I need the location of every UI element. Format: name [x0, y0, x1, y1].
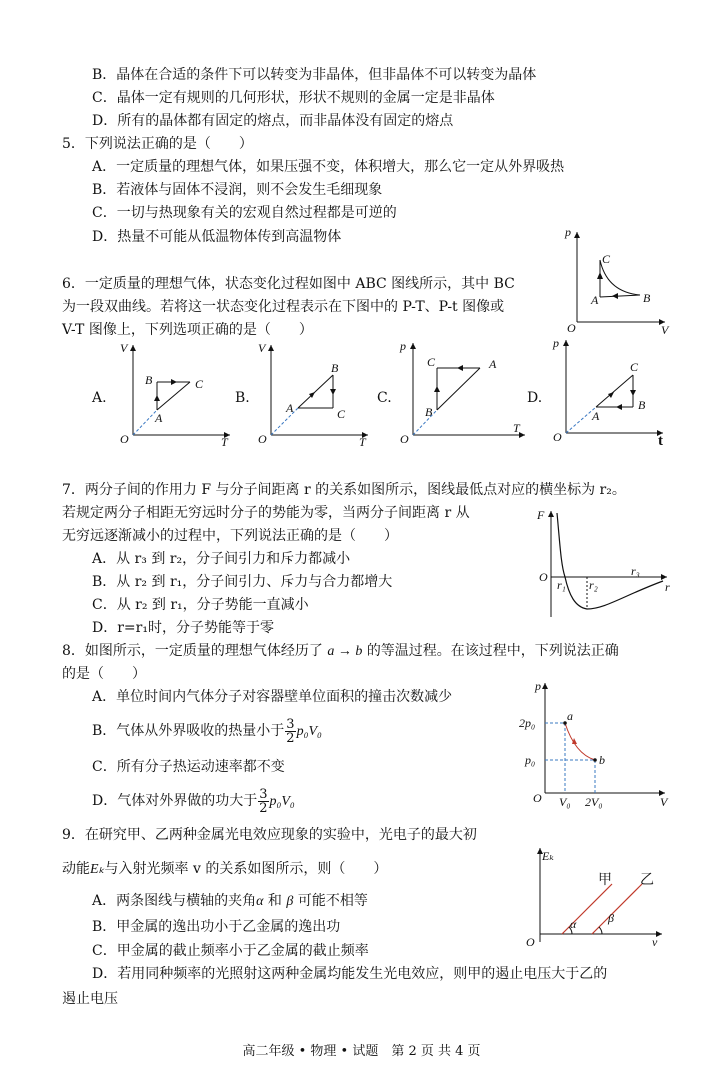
q6-option-d-graph	[548, 335, 673, 447]
q7-option-d: D．r=r₁时，分子势能等于零	[92, 620, 274, 636]
svg-text:v: v	[652, 935, 658, 949]
svg-text:V: V	[661, 323, 669, 337]
q9-option-d-1: D．若用同种频率的光照射这两种金属均能发生光电效应，则甲的遏止电压大于乙的	[92, 966, 608, 982]
q8-stem-2: 的是（ ）	[62, 666, 146, 682]
q5-stem: 5．下列说法正确的是（ ）	[62, 136, 253, 152]
svg-text:r₁: r₁	[557, 578, 566, 592]
svg-text:甲: 甲	[598, 873, 612, 888]
q7-option-b: B．从 r₂ 到 r₁，分子间引力、斥力与合力都增大	[92, 574, 393, 590]
q4-option-d: D．所有的晶体都有固定的熔点，而非晶体没有固定的熔点	[92, 113, 454, 129]
svg-text:O: O	[553, 430, 562, 444]
q8-stem-1-expr: a → b	[327, 644, 363, 659]
q7-force-graph	[535, 505, 675, 623]
q9-option-a-beta: β	[286, 894, 294, 909]
svg-text:V: V	[120, 341, 128, 355]
svg-text:T: T	[359, 435, 366, 449]
svg-text:O: O	[533, 791, 542, 805]
q6-stem-3: V-T 图像上，下列选项正确的是（ ）	[62, 322, 313, 338]
q7-option-a: A．从 r₃ 到 r₂，分子间引力和斥力都减小	[92, 551, 351, 567]
svg-text:Eₖ: Eₖ	[542, 849, 554, 863]
svg-text:O: O	[120, 432, 129, 446]
q9-option-a-mid: 和	[263, 893, 287, 909]
q8-option-d-pv: p₀V₀	[269, 794, 295, 809]
q6-option-b-label: B.	[235, 390, 250, 406]
q9-option-c: C．甲金属的截止频率小于乙金属的截止频率	[92, 943, 369, 959]
svg-text:r₃: r₃	[631, 564, 640, 578]
q9-ek-graph	[522, 842, 672, 954]
q8-option-b-fraction: $\frac{3}{2}$	[286, 716, 295, 746]
svg-text:p₀: p₀	[525, 753, 536, 767]
svg-text:B: B	[425, 405, 433, 419]
q6-option-b-graph	[253, 340, 373, 450]
svg-text:a: a	[567, 709, 573, 723]
svg-text:V: V	[258, 341, 266, 355]
q8-option-b-pv: p₀V₀	[296, 724, 322, 739]
svg-text:p: p	[553, 336, 559, 350]
q8-stem-1	[62, 642, 619, 661]
svg-text:2V₀: 2V₀	[585, 795, 603, 809]
q8-option-c: C．所有分子热运动速率都不变	[92, 759, 285, 775]
svg-text:b: b	[599, 753, 605, 767]
svg-text:乙: 乙	[640, 873, 654, 888]
svg-text:C: C	[630, 360, 639, 374]
svg-text:F: F	[537, 508, 545, 522]
svg-text:A: A	[591, 293, 599, 307]
q6-option-d-label: D.	[527, 390, 543, 406]
svg-text:r₂: r₂	[589, 578, 598, 592]
svg-text:p: p	[565, 225, 571, 239]
q7-stem-2: 若规定两分子相距无穷远时分子的势能为零，当两分子间距离 r 从	[62, 505, 470, 521]
svg-text:α: α	[570, 917, 577, 931]
q8-stem-1-pre: 8．如图所示，一定质量的理想气体经历了	[62, 643, 323, 659]
q7-stem-3: 无穷远逐渐减小的过程中，下列说法正确的是（ ）	[62, 528, 398, 544]
q5-option-d: D．热量不可能从低温物体传到高温物体	[92, 229, 342, 245]
q8-pv-graph	[515, 678, 675, 813]
svg-text:C: C	[602, 252, 611, 266]
q6-option-c-graph	[395, 338, 530, 448]
q4-option-b: B．晶体在合适的条件下可以转变为非晶体，但非晶体不可以转变为晶体	[92, 67, 537, 83]
svg-text:p: p	[400, 339, 406, 353]
q9-option-b: B．甲金属的逸出功小于乙金属的逸出功	[92, 919, 341, 935]
svg-text:T: T	[513, 421, 520, 435]
svg-text:A: A	[155, 411, 163, 425]
svg-text:B: B	[145, 373, 153, 387]
q9-option-a-pre: A．两条图线与横轴的夹角	[92, 893, 257, 909]
q8-option-d-text: D．气体对外界做的功大于	[92, 793, 258, 809]
svg-text:C: C	[427, 355, 436, 369]
svg-text:r: r	[665, 580, 670, 594]
q8-option-d-fraction: $\frac{3}{2}$	[259, 786, 268, 816]
q5-option-a: A．一定质量的理想气体，如果压强不变，体积增大，那么它一定从外界吸热	[92, 159, 565, 175]
svg-text:O: O	[526, 935, 535, 949]
q9-stem-2	[62, 860, 387, 879]
svg-text:C: C	[195, 377, 204, 391]
svg-text:A: A	[592, 409, 600, 423]
q9-option-a-post: 可能不相等	[293, 893, 368, 909]
q9-stem-2-post: 与入射光频率 v 的关系如图所示，则（ ）	[104, 861, 388, 877]
svg-text:2p₀: 2p₀	[519, 716, 536, 730]
q6-stem-2: 为一段双曲线。若将这一状态变化过程表示在下图中的 P-T、P-t 图像或	[62, 299, 505, 315]
q6-option-c-label: C.	[377, 390, 392, 406]
q8-option-a: A．单位时间内气体分子对容器壁单位面积的撞击次数减少	[92, 689, 453, 705]
svg-text:B: B	[638, 398, 646, 412]
q8-option-b	[92, 716, 322, 747]
svg-text:V₀: V₀	[559, 795, 571, 809]
q5-option-c: C．一切与热现象有关的宏观自然过程都是可逆的	[92, 205, 397, 221]
svg-text:t: t	[658, 433, 663, 447]
svg-text:B: B	[331, 361, 339, 375]
svg-text:V: V	[660, 795, 668, 809]
q6-option-a-label: A.	[92, 390, 107, 406]
svg-text:O: O	[539, 570, 548, 584]
q6-option-a-graph	[115, 340, 235, 450]
q5-option-b: B．若液体与固体不浸润，则不会发生毛细现象	[92, 182, 383, 198]
q8-option-b-text: B．气体从外界吸收的热量小于	[92, 723, 285, 739]
svg-text:T: T	[221, 435, 228, 449]
q7-option-c: C．从 r₂ 到 r₁，分子势能一直减小	[92, 597, 309, 613]
svg-text:A: A	[286, 401, 294, 415]
page-footer: 高二年级 • 物理 • 试题 第 2 页 共 4 页	[242, 1044, 481, 1059]
svg-text:C: C	[337, 407, 346, 421]
svg-text:β: β	[608, 911, 614, 925]
svg-text:O: O	[567, 321, 576, 335]
q8-option-d	[92, 786, 295, 817]
svg-text:p: p	[535, 679, 541, 693]
q8-stem-1-post: 的等温过程。在该过程中，下列说法正确	[366, 643, 619, 659]
q9-stem-1: 9．在研究甲、乙两种金属光电效应现象的实验中，光电子的最大初	[62, 827, 477, 843]
q6-stem-1: 6．一定质量的理想气体，状态变化过程如图中 ABC 图线所示，其中 BC	[62, 276, 515, 292]
svg-text:A: A	[489, 357, 497, 371]
q6-main-graph	[555, 222, 675, 337]
q9-option-d-2: 遏止电压	[62, 991, 118, 1007]
q9-option-a	[92, 892, 368, 911]
svg-text:O: O	[258, 432, 267, 446]
q9-stem-2-ek: Eₖ	[90, 862, 105, 877]
svg-text:O: O	[400, 432, 409, 446]
svg-text:B: B	[643, 291, 651, 305]
q9-stem-2-pre: 动能	[62, 861, 90, 877]
q4-option-c: C．晶体一定有规则的几何形状，形状不规则的金属一定是非晶体	[92, 90, 495, 106]
q7-stem-1: 7．两分子间的作用力 F 与分子间距离 r 的关系如图所示，图线最低点对应的横坐标为 r₂。	[62, 482, 626, 498]
q9-option-a-alpha: α	[256, 894, 264, 909]
